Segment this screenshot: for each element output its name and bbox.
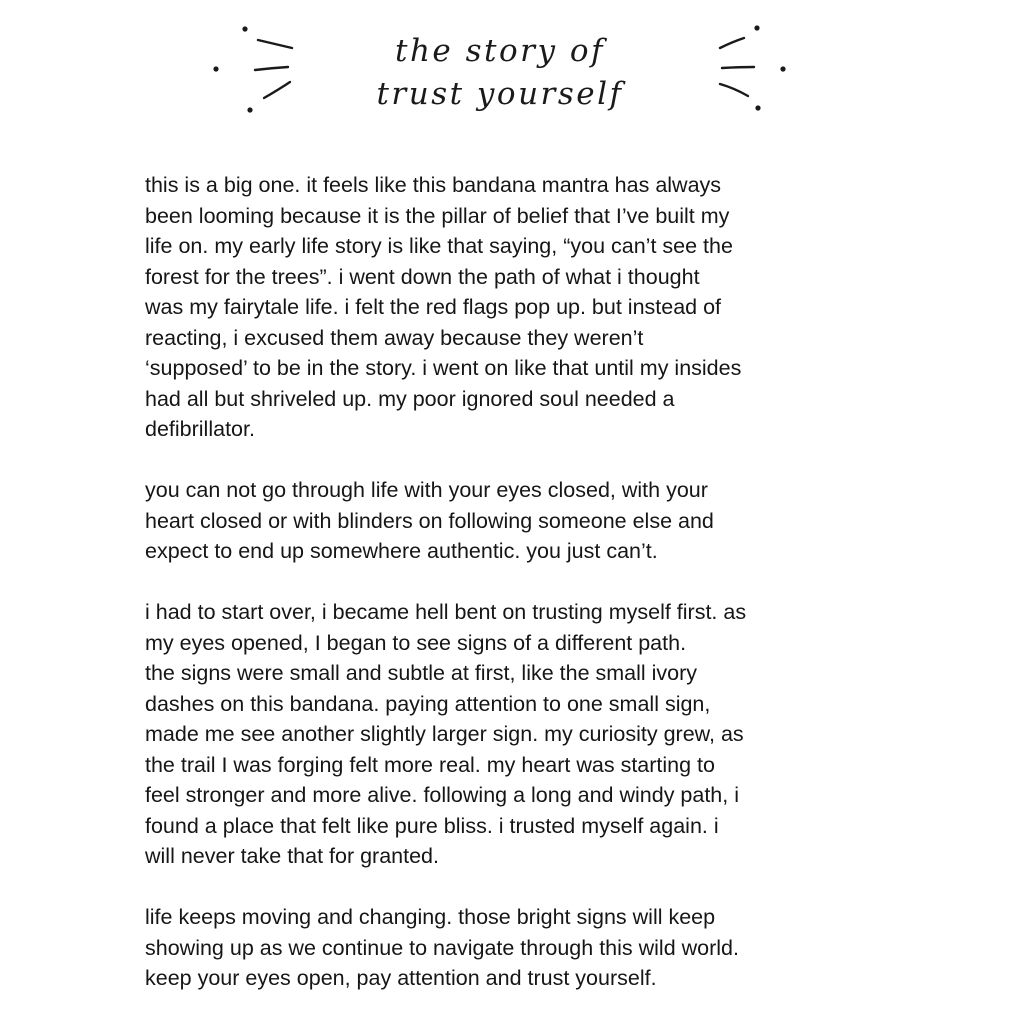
text-line: forest for the trees”. i went down the path of what i thought [145,264,700,289]
text-line: heart closed or with blinders on following someone else and [145,508,714,533]
text-line: i had to start over, i became hell bent on trusting myself first. as [145,600,747,624]
text-line: showing up as we continue to navigate through this wild world. [145,935,739,960]
text-line: found a place that felt like pure bliss. i trusted myself again. i [145,813,719,838]
text-line: life on. my early life story is like that saying, “you can’t see the [145,234,733,258]
title-line-1: the story of [395,33,605,69]
story-body [145,170,905,1024]
text-line: the trail I was forging felt more real. my heart was starting to [145,752,715,777]
title-block [200,18,800,128]
decorative-rays-left-icon [200,18,320,128]
text-line: made me see another slightly larger sign. my curiosity grew, as [145,722,744,746]
text-line: you can not go through life with your eyes closed, with your [145,478,708,502]
text-line: been looming because it is the pillar of belief that I’ve built my [145,203,730,228]
text-line: was my fairytale life. i felt the red flags pop up. but instead of [145,295,722,319]
paragraph [145,475,905,567]
text-line: the signs were small and subtle at first, like the small ivory [145,661,698,685]
text-line: defibrillator. [145,417,255,441]
paragraph [145,170,905,445]
text-line: dashes on this bandana. paying attention to one small sign, [145,691,711,716]
title-line-2: trust yourself [376,76,624,112]
paragraph [145,902,905,994]
text-line: will never take that for granted. [145,844,439,868]
text-line: had all but shriveled up. my poor ignored soul needed a [145,386,675,411]
text-line: keep your eyes open, pay attention and trust yourself. [145,966,657,990]
text-line: expect to end up somewhere authentic. you just can’t. [145,539,658,563]
title [320,30,680,116]
text-line: life keeps moving and changing. those bright signs will keep [145,905,716,929]
text-line: feel stronger and more alive. following a long and windy path, i [145,783,739,807]
text-line: ‘supposed’ to be in the story. i went on like that until my insides [145,356,742,380]
decorative-rays-right-icon [680,18,800,128]
text-line: this is a big one. it feels like this bandana mantra has always [145,173,722,197]
text-line: my eyes opened, I began to see signs of a different path. [145,630,687,655]
text-line: reacting, i excused them away because they weren’t [145,325,644,350]
paragraph [145,597,905,872]
